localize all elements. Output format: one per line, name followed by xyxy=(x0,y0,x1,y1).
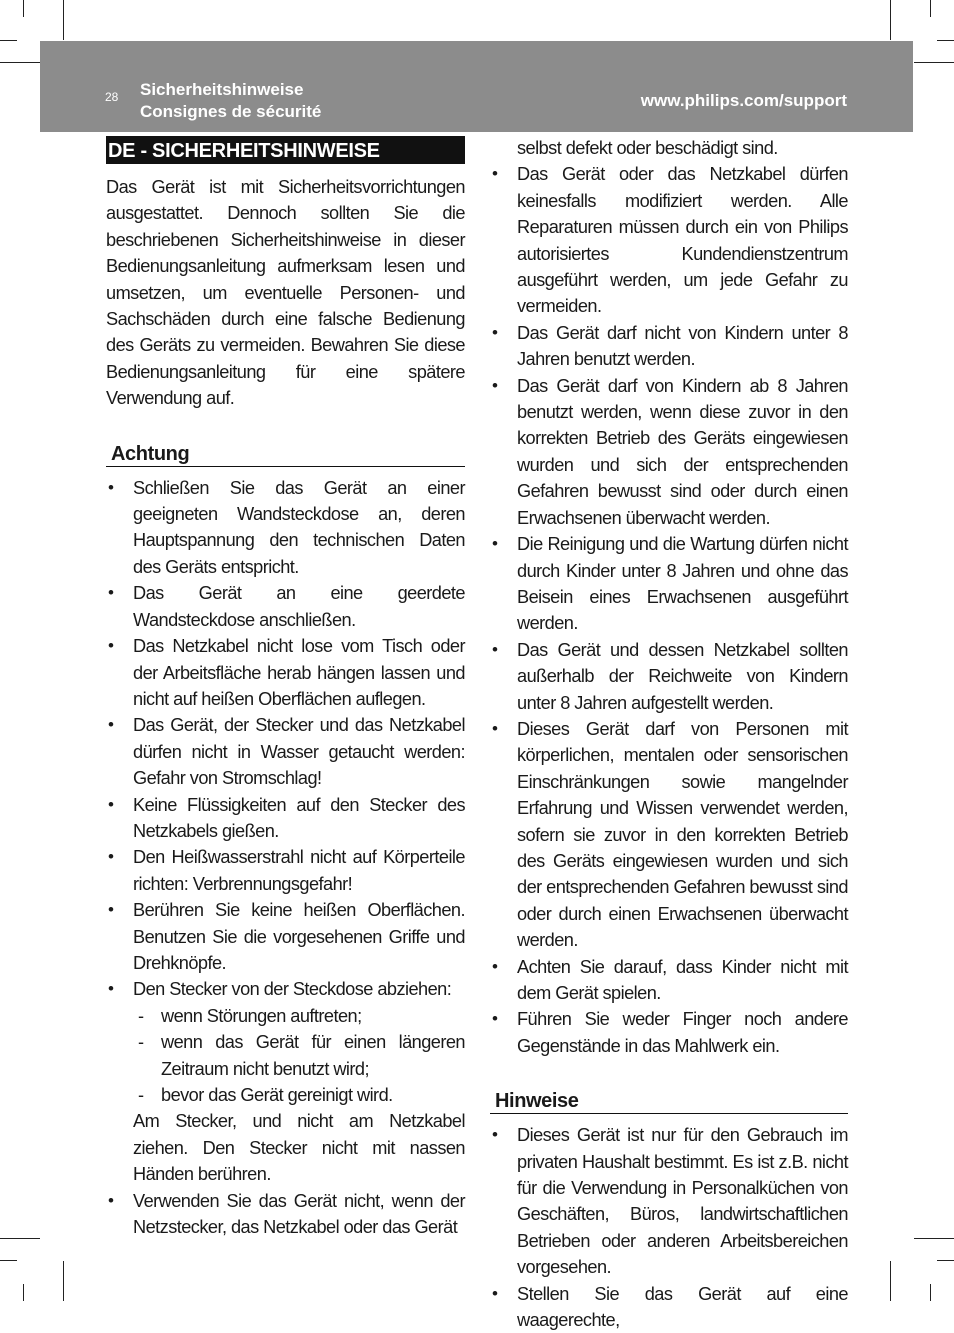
left-column xyxy=(106,135,465,1240)
crop-mark xyxy=(890,1261,891,1301)
hinweise-list xyxy=(490,1122,848,1333)
crop-mark xyxy=(0,1238,40,1239)
achtung-heading: Achtung xyxy=(106,439,465,467)
list-item: • Den Heißwasserstrahl nicht auf Körperteile richten: Verbrennungsgefahr! xyxy=(106,844,465,897)
crop-mark xyxy=(0,62,40,63)
warning-list-continued xyxy=(490,161,848,1059)
crop-mark xyxy=(63,1261,64,1301)
header-title-de: Sicherheitshinweise xyxy=(140,80,304,99)
achtung-list xyxy=(106,475,465,1241)
page-number: 28 xyxy=(105,90,119,104)
list-item: • Das Netzkabel nicht lose vom Tisch oder der Arbeitsfläche herab hängen lassen und nicht auf heißen Oberflächen auflegen. xyxy=(106,633,465,712)
list-item: • Das Gerät oder das Netzkabel dürfen keinesfalls modifiziert werden. Alle Reparaturen müssen durch ein von Philips autorisiertes Kundendienstzentrum ausgeführt werden, um jede Gefahr zu vermeiden. xyxy=(490,161,848,319)
list-item: • Das Gerät darf von Kindern ab 8 Jahren benutzt werden, wenn diese zuvor in den korrekten Betrieb des Geräts eingewiesen wurden und sich der entsprechenden Gefahren bewusst sind oder durch einen Erwachsenen überwacht werden. xyxy=(490,373,848,531)
crop-mark xyxy=(23,0,24,17)
list-item: • Dieses Gerät darf von Personen mit körperlichen, mentalen oder sensorischen Einschränkungen sowie mangelnder Erfahrung und Wissen verwendet werden, sofern sie zuvor in den korrekten Betrieb des Geräts eingewiesen wurden und sich der entsprechenden Gefahren bewusst sind oder durch einen Erwachsenen überwacht werden. xyxy=(490,716,848,954)
list-item: - bevor das Gerät gereinigt wird. xyxy=(133,1082,465,1108)
crop-mark xyxy=(63,0,64,40)
page-header xyxy=(40,41,913,132)
crop-mark xyxy=(937,1260,954,1261)
unplug-label: • Den Stecker von der Steckdose abziehen: xyxy=(133,979,452,1000)
crop-mark xyxy=(23,1284,24,1301)
continuation-text: selbst defekt oder beschädigt sind. xyxy=(517,138,778,158)
list-item xyxy=(106,976,465,1187)
list-item: • Das Gerät, der Stecker und das Netzkabel dürfen nicht in Wasser getaucht werden: Gefahr von Stromschlag! xyxy=(106,712,465,791)
crop-mark xyxy=(890,0,891,40)
unplug-note: Am Stecker, und nicht am Netzkabel ziehen. Den Stecker nicht mit nassen Händen berühren. xyxy=(133,1111,465,1185)
crop-mark xyxy=(930,0,931,17)
intro-paragraph: Das Gerät ist mit Sicherheitsvorrichtungen ausgestattet. Dennoch sollten Sie die beschriebenen Sicherheitshinweise in dieser Bedienungsanleitung aufmerksam lesen und umsetzen, um eventuelle Personen- und Sachschäden durch eine falsche Bedienung des Geräts zu vermeiden. Bewahren Sie diese Bedienungsanleitung für eine spätere Verwendung auf. xyxy=(106,177,465,409)
list-item: • Die Reinigung und die Wartung dürfen nicht durch Kinder unter 8 Jahren und ohne das Beisein eines Erwachsenen ausgeführt werden. xyxy=(490,531,848,637)
list-item: • Keine Flüssigkeiten auf den Stecker des Netzkabels gießen. xyxy=(106,792,465,845)
list-item: - wenn Störungen auftreten; xyxy=(133,1003,465,1029)
crop-mark xyxy=(930,1284,931,1301)
crop-mark xyxy=(0,40,17,41)
list-item: - wenn das Gerät für einen längeren Zeitraum nicht benutzt wird; xyxy=(133,1029,465,1082)
section-title: DE - SICHERHEITSHINWEISE xyxy=(106,136,465,164)
list-item: • Stellen Sie das Gerät auf eine waagerechte, xyxy=(490,1281,848,1333)
crop-mark xyxy=(914,1238,954,1239)
list-item: • Dieses Gerät ist nur für den Gebrauch im privaten Haushalt bestimmt. Es ist z.B. nicht für die Verwendung in Personalküchen von Geschäften, Büros, landwirtschaftlichen Betrieben oder anderen Arbeitsbereichen vorgesehen. xyxy=(490,1122,848,1280)
crop-mark xyxy=(937,40,954,41)
crop-mark xyxy=(914,62,954,63)
header-title xyxy=(140,79,321,123)
header-title-fr: Consignes de sécurité xyxy=(140,102,322,121)
hinweise-heading: Hinweise xyxy=(490,1086,848,1114)
right-column xyxy=(490,135,848,1333)
list-item: • Schließen Sie das Gerät an einer geeigneten Wandsteckdose an, deren Hauptspannung den technischen Daten des Geräts entspricht. xyxy=(106,475,465,581)
crop-mark xyxy=(0,1260,17,1261)
support-url[interactable]: www.philips.com/support xyxy=(640,91,847,110)
unplug-conditions xyxy=(133,1003,465,1109)
list-item: • Verwenden Sie das Gerät nicht, wenn der Netzstecker, das Netzkabel oder das Gerät xyxy=(106,1188,465,1241)
list-item: • Das Gerät und dessen Netzkabel sollten außerhalb der Reichweite von Kindern unter 8 Jahren aufgestellt werden. xyxy=(490,637,848,716)
list-item: • Achten Sie darauf, dass Kinder nicht mit dem Gerät spielen. xyxy=(490,954,848,1007)
list-item: • Berühren Sie keine heißen Oberflächen. Benutzen Sie die vorgesehenen Griffe und Drehknöpfe. xyxy=(106,897,465,976)
list-item: • Führen Sie weder Finger noch andere Gegenstände in das Mahlwerk ein. xyxy=(490,1006,848,1059)
list-item: • Das Gerät darf nicht von Kindern unter 8 Jahren benutzt werden. xyxy=(490,320,848,373)
list-item: • Das Gerät an eine geerdete Wandsteckdose anschließen. xyxy=(106,580,465,633)
